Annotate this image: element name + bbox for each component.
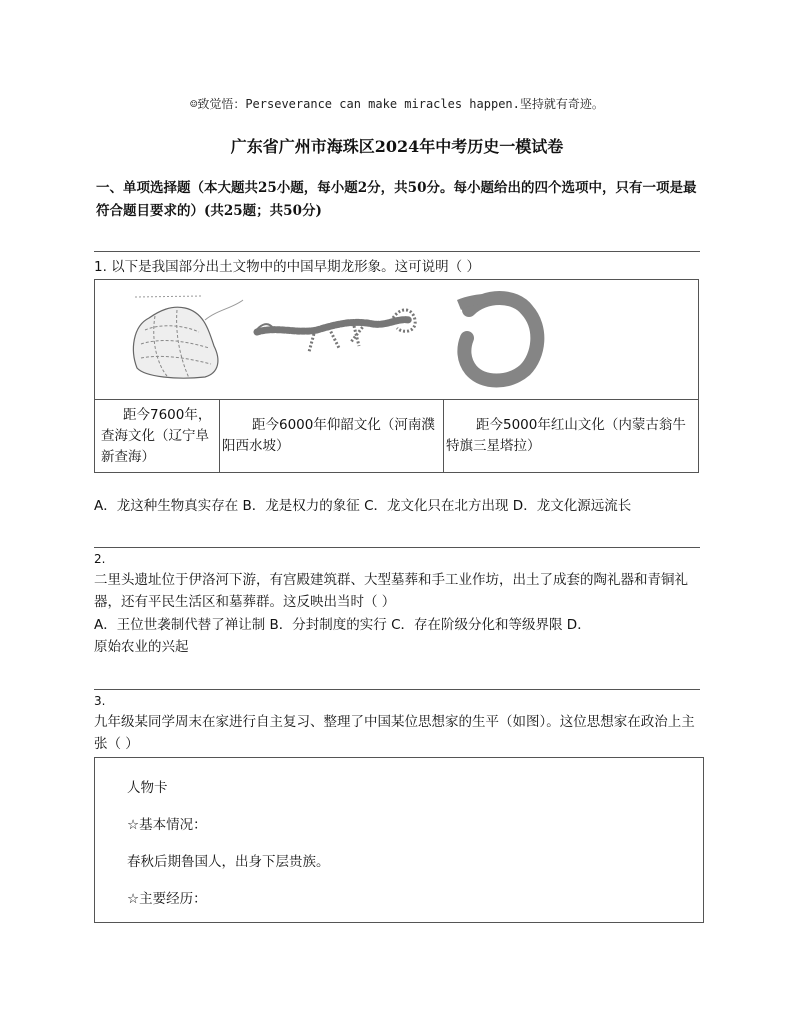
section-heading: 一、单项选择题（本大题共25小题，每小题2分，共50分。每小题给出的四个选项中，只有一项是最符合题目要求的）(共25题；共50分) xyxy=(96,180,697,219)
divider xyxy=(94,547,700,548)
q1-stem: 1. 以下是我国部分出土文物中的中国早期龙形象。这可说明（ ） xyxy=(94,259,480,275)
q2-options-cont: 原始农业的兴起 xyxy=(94,639,189,655)
relic-caption: 距今7600年，查海文化（辽宁阜新查海） xyxy=(95,400,220,473)
motto-line: ☺致觉悟：Perseverance can make miracles happen.坚持就有奇迹。 xyxy=(190,97,604,111)
card-basic-text: 春秋后期鲁国人，出身下层贵族。 xyxy=(127,854,330,870)
q3-number: 3. xyxy=(94,694,106,708)
exam-title: 广东省广州市海珠区2024年中考历史一模试卷 xyxy=(230,137,564,156)
relic-images xyxy=(97,280,695,392)
relic-caption: 距今5000年红山文化（内蒙古翁牛特旗三星塔拉） xyxy=(444,400,699,473)
person-card xyxy=(94,757,704,923)
card-experience-label: ☆主要经历： xyxy=(127,891,207,907)
q2-options: A．王位世袭制代替了禅让制 B．分封制度的实行 C．存在阶级分化和等级界限 D． xyxy=(94,617,591,633)
divider xyxy=(94,689,700,690)
card-basic-label: ☆基本情况： xyxy=(127,817,207,833)
relic-image-cell xyxy=(95,280,699,400)
q1-options: A．龙这种生物真实存在 B．龙是权力的象征 C．龙文化只在北方出现 D．龙文化源远流长 xyxy=(94,498,632,514)
relic-caption: 距今6000年仰韶文化（河南濮阳西水坡） xyxy=(220,400,444,473)
shell-mosaic-dragon-icon xyxy=(255,310,415,352)
stone-dragon-relief-icon xyxy=(133,296,243,378)
relic-table xyxy=(94,279,699,473)
card-title: 人物卡 xyxy=(127,780,168,796)
q2-stem: 二里头遗址位于伊洛河下游，有宫殿建筑群、大型墓葬和手工业作坊，出土了成套的陶礼器和青铜礼器，还有平民生活区和墓葬群。这反映出当时（ ） xyxy=(94,572,688,610)
divider xyxy=(94,251,700,252)
q3-stem: 九年级某同学周末在家进行自主复习、整理了中国某位思想家的生平（如图）。这位思想家在政治上主张（ ） xyxy=(94,714,695,752)
q2-number: 2. xyxy=(94,552,106,566)
jade-c-dragon-icon xyxy=(457,294,537,381)
